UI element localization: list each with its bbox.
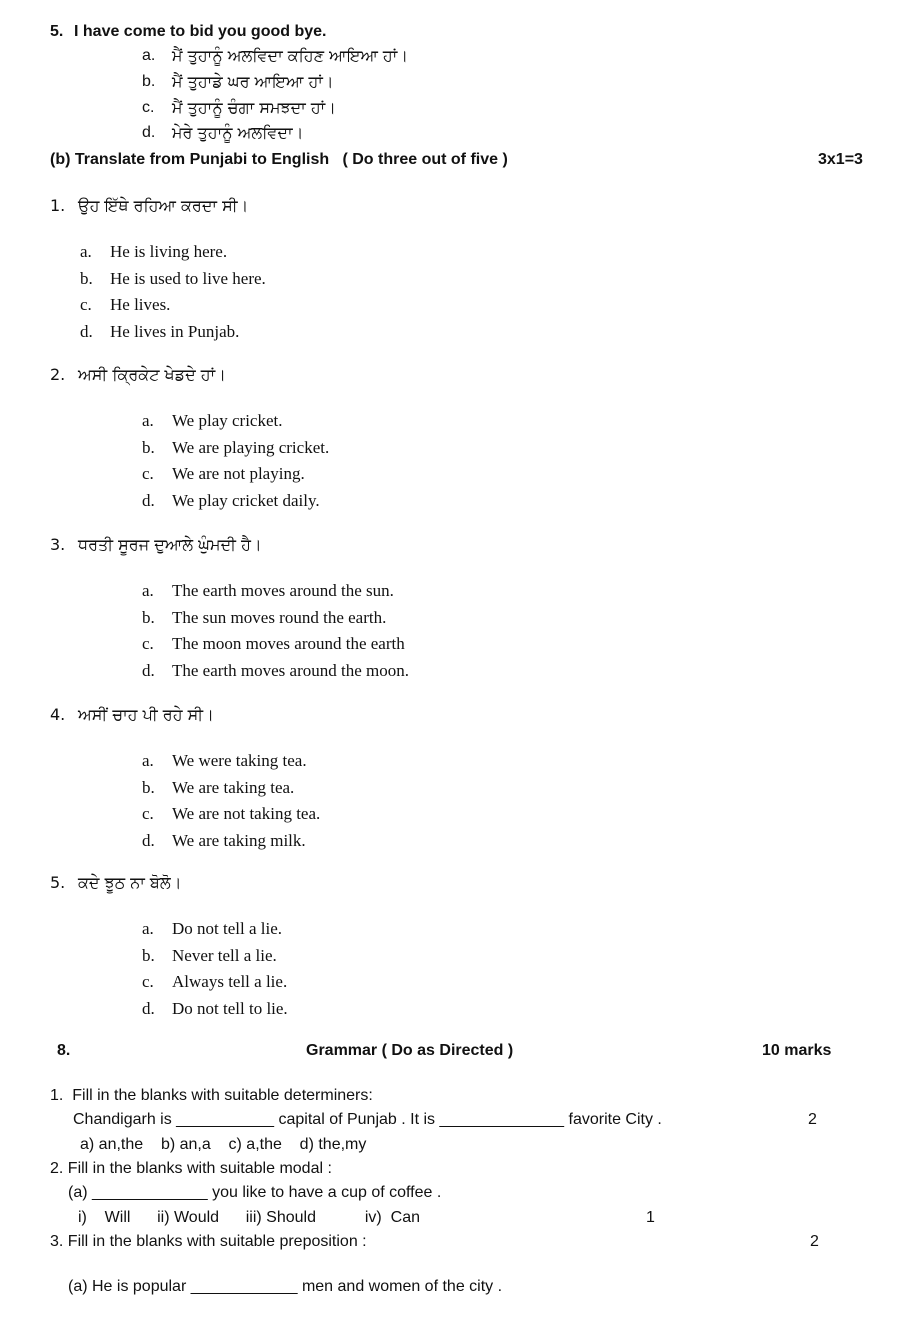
section-title: Grammar ( Do as Directed ) [306,1042,514,1059]
section-number: 8. [57,1042,71,1059]
option-text: We play cricket daily. [172,490,320,510]
question-sentence: (a) _____________ you like to have a cup of coffee . [68,1184,442,1201]
question-text: 1. Fill in the blanks with suitable determiners: [50,1087,373,1104]
question-text: ਅਸੀ ਕ੍ਰਿਕੇਟ ਖੇਡਦੇ ਹਾਂ। [78,365,226,384]
question-options: a) an,the b) an,a c) a,the d) the,my [80,1136,367,1153]
option-label: a. [142,919,154,938]
option-label: c. [142,99,155,116]
question-text: ਕਦੇ ਝੂਠ ਨਾ ਬੋਲੋ। [78,873,182,892]
question-marks: 2 [810,1233,819,1250]
question-options: i) Will ii) Would iii) Should iv) Can [78,1209,420,1226]
question-number: 5. [50,873,66,892]
option-label: b. [142,777,155,797]
option-label: a. [142,411,154,430]
question-number: 5. [50,23,64,40]
section-marks: 3x1=3 [818,151,863,168]
option-text: We are playing cricket. [172,437,330,457]
option-label: c. [142,464,154,483]
option-label: a. [142,751,154,770]
option-text: We are taking tea. [172,777,295,797]
option-label: a. [142,47,156,64]
option-text: The earth moves around the sun. [172,581,394,600]
option-label: c. [142,634,154,653]
option-label: a. [80,242,92,261]
option-text: We play cricket. [172,411,283,430]
question-text: ਅਸੀਂ ਚਾਹ ਪੀ ਰਹੇ ਸੀ। [78,705,214,724]
question-sentence: (a) He is popular ____________ men and women of the city . [68,1278,503,1295]
option-text: He is living here. [110,242,228,261]
option-label: b. [142,945,155,965]
option-text: He is used to live here. [110,268,266,288]
question-number: 2. [50,365,66,384]
option-text: The earth moves around the moon. [172,660,409,680]
option-text: Do not tell a lie. [172,919,283,938]
option-label: d. [142,660,155,680]
option-text: Do not tell to lie. [172,998,288,1018]
option-text: We were taking tea. [172,751,307,770]
question-sentence: Chandigarh is ___________ capital of Punjab . It is ______________ favorite City . [73,1111,662,1128]
option-label: c. [142,972,154,991]
section-heading: (b) Translate from Punjabi to English ( Do three out of five ) [50,151,508,168]
option-text: He lives in Punjab. [110,321,240,341]
section-marks: 10 marks [762,1042,832,1059]
option-text: He lives. [110,295,171,314]
question-number: 3. [50,535,66,554]
option-label: d. [142,124,156,141]
option-text: Always tell a lie. [172,972,288,991]
option-label: b. [142,73,156,90]
option-label: c. [80,295,92,314]
question-marks: 2 [808,1111,817,1128]
option-text: We are not taking tea. [172,804,321,823]
option-text: ਮੈਂ ਤੁਹਾਡੇ ਘਰ ਆਇਆ ਹਾਂ। [172,72,334,91]
option-text: ਮੇਰੇ ਤੁਹਾਨੂੰ ਅਲਵਿਦਾ। [172,123,304,142]
option-text: Never tell a lie. [172,945,277,965]
option-label: d. [142,830,155,850]
option-text: We are taking milk. [172,830,306,850]
question-number: 4. [50,705,66,724]
option-label: b. [142,607,155,627]
question-text: ਧਰਤੀ ਸੂਰਜ ਦੁਆਲੇ ਘੁੰਮਦੀ ਹੈ। [78,535,262,554]
option-text: ਮੈਂ ਤੁਹਾਨੂੰ ਅਲਵਿਦਾ ਕਹਿਣ ਆਇਆ ਹਾਂ। [172,46,409,65]
option-text: The moon moves around the earth [172,634,405,653]
option-label: b. [142,437,155,457]
question-text: 3. Fill in the blanks with suitable preposition : [50,1233,367,1250]
option-text: The sun moves round the earth. [172,607,387,627]
option-label: d. [142,998,155,1018]
option-label: b. [80,268,93,288]
option-label: a. [142,581,154,600]
question-text: 2. Fill in the blanks with suitable modal : [50,1160,332,1177]
option-text: ਮੈਂ ਤੁਹਾਨੂੰ ਚੰਗਾ ਸਮਝਦਾ ਹਾਂ। [172,98,336,117]
option-label: d. [80,321,93,341]
option-text: We are not playing. [172,464,305,483]
question-marks: 1 [646,1209,655,1226]
option-label: d. [142,490,155,510]
question-text: ਉਹ ਇੱਥੇ ਰਹਿਆ ਕਰਦਾ ਸੀ। [78,196,249,215]
option-label: c. [142,804,154,823]
question-number: 1. [50,196,66,215]
question-text: I have come to bid you good bye. [74,23,327,40]
